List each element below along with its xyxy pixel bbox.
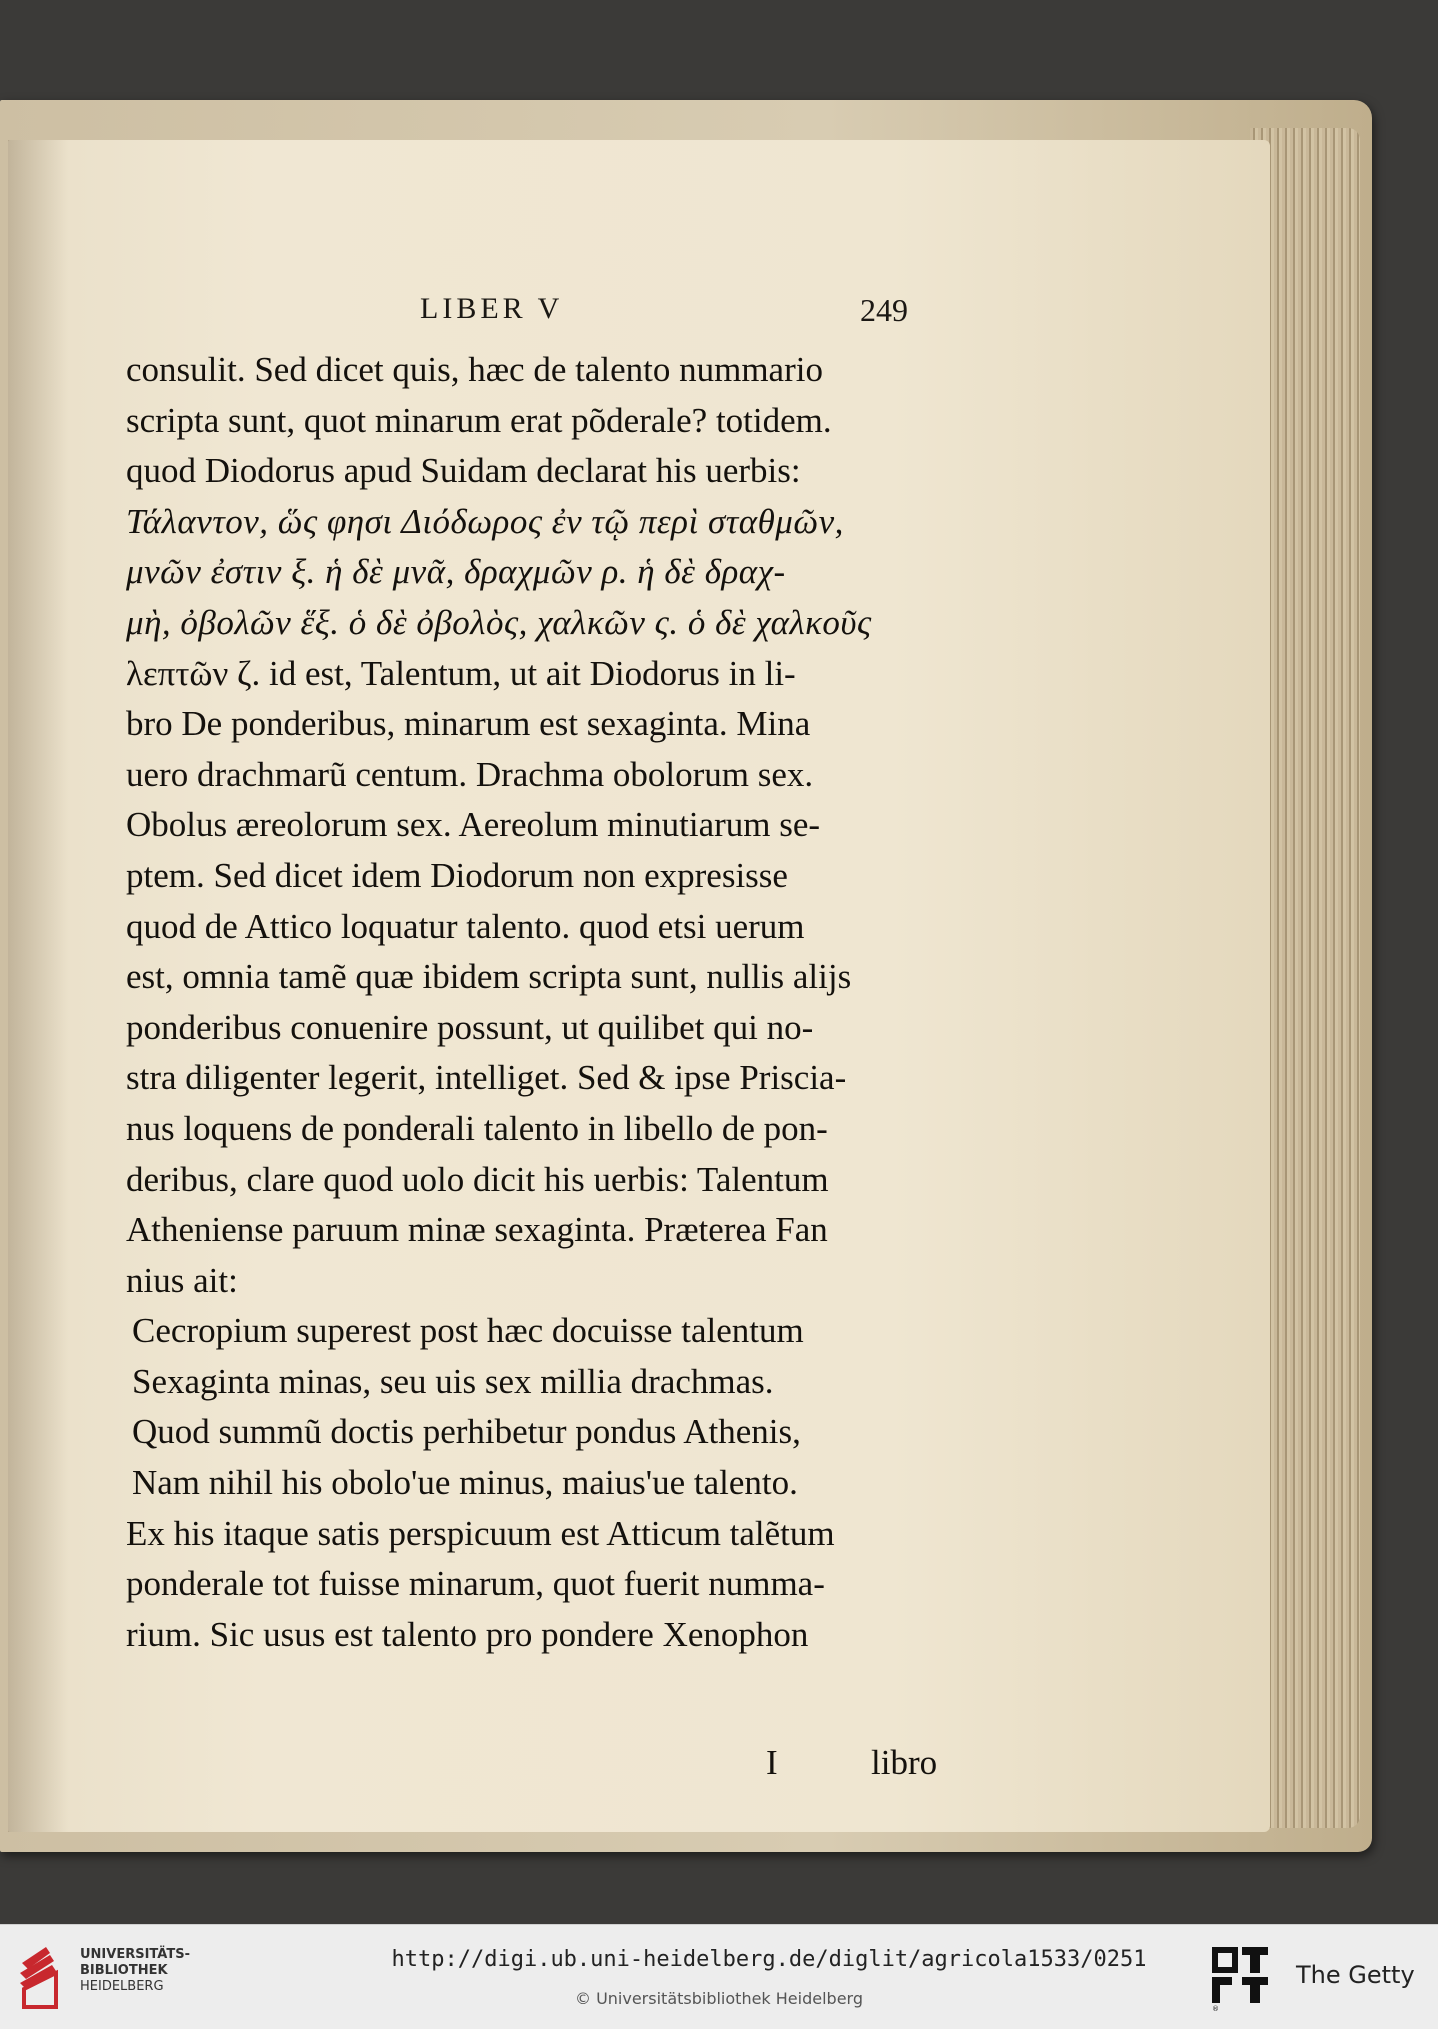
catchword: libro	[871, 1743, 938, 1782]
text-line: nus loquens de ponderali talento in libello de pon-	[126, 1108, 828, 1148]
signature-mark: I	[766, 1743, 778, 1782]
text-line: ponderibus conuenire possunt, ut quilibet qui no-	[126, 1007, 814, 1047]
permalink-url[interactable]: http://digi.ub.uni-heidelberg.de/diglit/agricola1533/0251	[391, 1947, 1147, 1972]
book-page	[8, 140, 1270, 1832]
text-line: Τάλαντον, ὥς φησι Διόδωρος ἐν τῷ περὶ σταθμῶν,	[126, 501, 844, 541]
text-line: μὴ, ὀβολῶν ἕξ. ὁ δὲ ὀβολὸς, χαλκῶν ς. ὁ δὲ χαλκοῦς	[126, 602, 872, 642]
text-line: λεπτῶν ζ. id est, Talentum, ut ait Diodorus in li-	[126, 653, 796, 693]
ub-name-line1: UNIVERSITÄTS-	[80, 1947, 190, 1962]
getty-label: The Getty	[1296, 1961, 1415, 1989]
text-line: ptem. Sed dicet idem Diodorum non expresisse	[126, 855, 788, 895]
text-line: deribus, clare quod uolo dicit his uerbis: Talentum	[126, 1159, 829, 1199]
text-line: Cecropium superest post hæc docuisse talentum	[132, 1311, 804, 1351]
copyright-notice: © Universitätsbibliothek Heidelberg	[574, 1989, 863, 2008]
text-line: Sexaginta minas, seu uis sex millia drachmas.	[132, 1361, 774, 1401]
text-line: scripta sunt, quot minarum erat põderale? totidem.	[126, 400, 832, 440]
text-line: rium. Sic usus est talento pro pondere Xenophon	[126, 1614, 809, 1654]
text-line: uero drachmarũ centum. Drachma obolorum sex.	[126, 754, 814, 794]
viewer-footer	[0, 1924, 1438, 2029]
text-line: nius ait:	[126, 1260, 238, 1300]
text-line: Atheniense paruum minæ sexaginta. Præterea Fan	[126, 1210, 828, 1250]
folio-number: 249	[860, 292, 908, 328]
catch-line	[126, 1743, 956, 1793]
getty-logo-icon[interactable]	[1210, 1943, 1272, 2013]
text-line: bro De ponderibus, minarum est sexaginta. Mina	[126, 704, 811, 744]
text-line: Obolus æreolorum sex. Aereolum minutiarum se-	[126, 805, 821, 845]
svg-text:®: ®	[1212, 2005, 1219, 2013]
ub-name-line2: BIBLIOTHEK	[80, 1963, 168, 1978]
text-block	[126, 345, 956, 1782]
running-title: LIBER V	[420, 292, 564, 325]
ub-name-line3: HEIDELBERG	[80, 1979, 164, 1994]
text-line: μνῶν ἐστιν ξ. ἡ δὲ μνᾶ, δραχμῶν ρ. ἡ δὲ δραχ-	[126, 552, 786, 592]
text-line: est, omnia tamẽ quæ ibidem scripta sunt, nullis alijs	[126, 957, 852, 997]
text-line: consulit. Sed dicet quis, hæc de talento nummario	[126, 350, 823, 389]
text-line: stra diligenter legerit, intelliget. Sed & ipse Priscia-	[126, 1058, 847, 1098]
text-line: Ex his itaque satis perspicuum est Atticum talẽtum	[126, 1513, 835, 1553]
text-line: Nam nihil his obolo'ue minus, maius'ue talento.	[132, 1463, 798, 1503]
text-line: quod Diodorus apud Suidam declarat his uerbis:	[126, 451, 801, 491]
text-line: Quod summũ doctis perhibetur pondus Athenis,	[132, 1412, 801, 1452]
text-line: quod de Attico loquatur talento. quod etsi uerum	[126, 906, 805, 946]
gutter-shadow	[8, 140, 68, 1832]
text-line: ponderale tot fuisse minarum, quot fuerit numma-	[126, 1564, 825, 1604]
running-head	[8, 292, 1270, 332]
